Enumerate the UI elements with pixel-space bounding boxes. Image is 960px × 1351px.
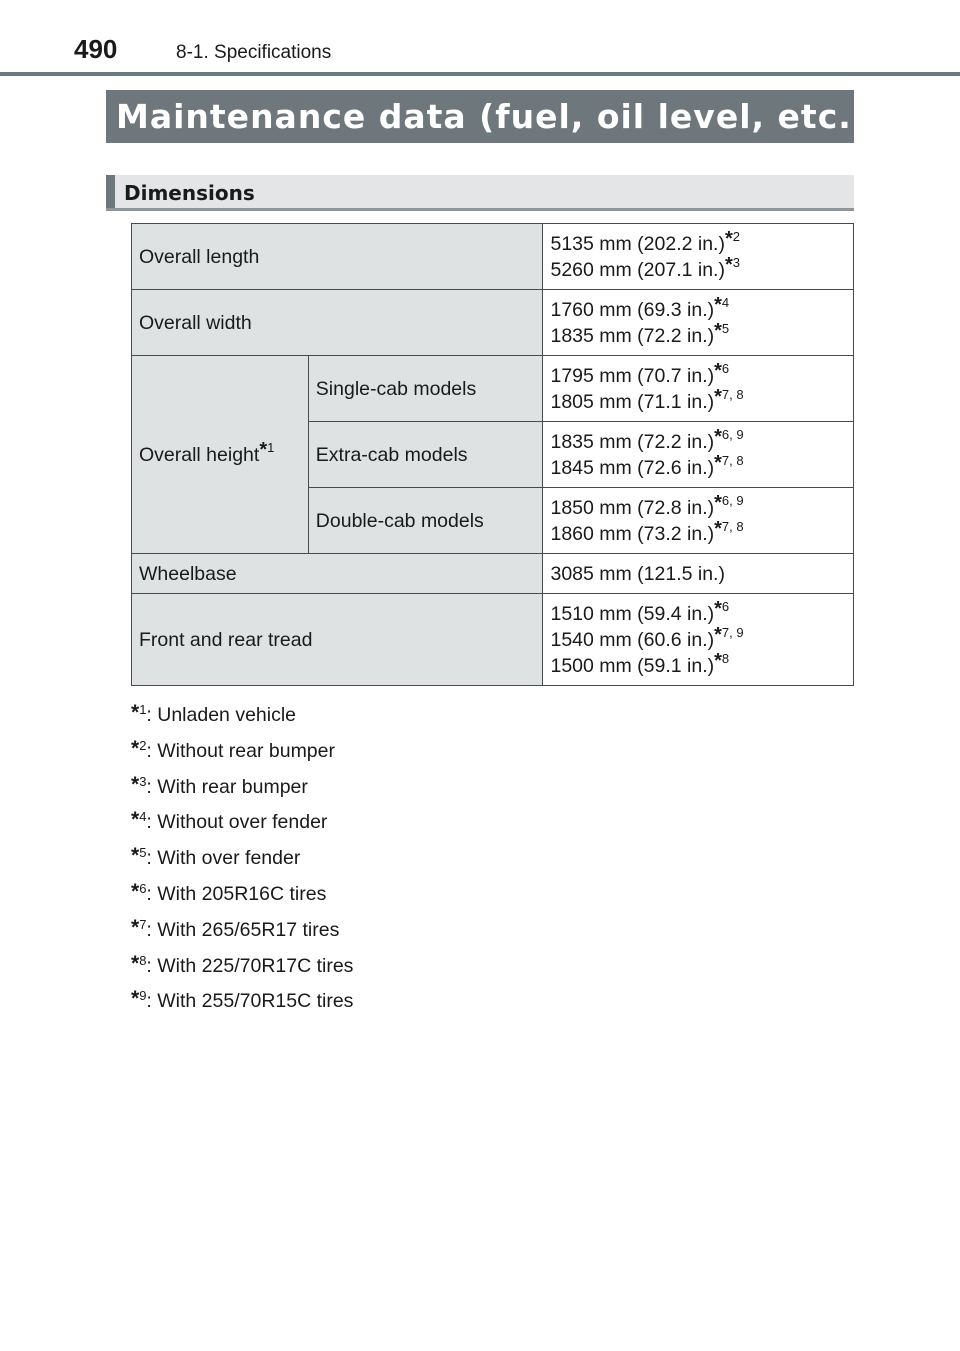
row-value bbox=[543, 422, 854, 488]
row-sublabel: Extra-cab models bbox=[308, 422, 543, 488]
footnote-ref: *2 bbox=[724, 227, 741, 250]
value-text: 1845 mm (72.6 in.) bbox=[550, 456, 715, 479]
footnote-marker: *1 bbox=[131, 701, 147, 724]
subheading-accent bbox=[106, 175, 115, 208]
row-label: Wheelbase bbox=[132, 554, 543, 594]
page-number: 490 bbox=[74, 34, 118, 64]
row-value bbox=[543, 594, 854, 686]
footnote bbox=[131, 943, 353, 979]
value-text: 1500 mm (59.1 in.) bbox=[550, 654, 715, 677]
value-text: 1835 mm (72.2 in.) bbox=[550, 430, 715, 453]
row-sublabel: Single-cab models bbox=[308, 356, 543, 422]
footnote-ref: *6 bbox=[714, 359, 730, 382]
footnote-ref: *3 bbox=[724, 253, 741, 276]
row-sublabel: Double-cab models bbox=[308, 488, 543, 554]
footnote-text: : With over fender bbox=[146, 847, 301, 870]
footnote bbox=[131, 692, 353, 728]
footnote bbox=[131, 835, 353, 871]
row-value bbox=[543, 290, 854, 356]
footnote bbox=[131, 728, 353, 764]
footnote bbox=[131, 871, 353, 907]
footnote-marker: *9 bbox=[131, 987, 147, 1011]
footnote-text: : With 225/70R17C tires bbox=[146, 954, 354, 977]
value-text: 1540 mm (60.6 in.) bbox=[550, 628, 715, 651]
footnote-text: : Unladen vehicle bbox=[146, 704, 297, 726]
footnote-ref: *5 bbox=[714, 319, 730, 342]
footnote-ref: *6 bbox=[714, 597, 730, 620]
table-row bbox=[132, 356, 854, 422]
footnote-text: : With 205R16C tires bbox=[146, 882, 327, 905]
table-row bbox=[132, 290, 854, 356]
value-text: 5135 mm (202.2 in.) bbox=[550, 232, 725, 255]
footnote bbox=[131, 907, 353, 943]
footnote-marker: *5 bbox=[131, 844, 147, 868]
footnote-ref: *1 bbox=[259, 438, 275, 461]
dimensions-subheading bbox=[106, 175, 854, 211]
page-header bbox=[0, 0, 960, 76]
footnote-marker: *8 bbox=[131, 951, 147, 975]
value-text: 1860 mm (73.2 in.) bbox=[550, 522, 715, 545]
footnote-text: : With rear bumper bbox=[146, 775, 308, 798]
footnote-marker: *3 bbox=[131, 772, 147, 796]
value-text: 3085 mm (121.5 in.) bbox=[550, 562, 725, 585]
dimensions-table bbox=[131, 223, 854, 686]
page-title: Maintenance data (fuel, oil level, etc.) bbox=[106, 90, 854, 143]
row-label: Overall width bbox=[132, 290, 543, 356]
value-text: 1850 mm (72.8 in.) bbox=[550, 496, 715, 519]
footnote-ref: *6, 9 bbox=[714, 425, 744, 448]
footnote bbox=[131, 978, 353, 1014]
footnote-text: : Without rear bumper bbox=[146, 739, 335, 762]
subheading-label: Dimensions bbox=[124, 181, 255, 205]
footnote-ref: *7, 8 bbox=[714, 451, 744, 474]
value-text: 1805 mm (71.1 in.) bbox=[550, 390, 715, 413]
overall-height-label: Overall height$^{*1}$ bbox=[132, 356, 309, 554]
row-label: Overall length bbox=[132, 224, 543, 290]
section-label: 8-1. Specifications bbox=[176, 42, 332, 63]
footnote-marker: *6 bbox=[131, 879, 147, 903]
value-text: 1835 mm (72.2 in.) bbox=[550, 324, 715, 347]
header-rule bbox=[0, 72, 960, 76]
table-row bbox=[132, 594, 854, 686]
row-value bbox=[543, 224, 854, 290]
footnote-ref: *6, 9 bbox=[714, 491, 744, 514]
footnote-ref: *4 bbox=[714, 293, 730, 316]
value-text: 1795 mm (70.7 in.) bbox=[550, 364, 715, 387]
footnote-marker: *7 bbox=[131, 915, 147, 939]
footnote-ref: *7, 9 bbox=[714, 623, 744, 646]
table-row bbox=[132, 224, 854, 290]
table-row bbox=[132, 554, 854, 594]
footnote bbox=[131, 764, 353, 800]
footnote-marker: *2 bbox=[131, 736, 147, 760]
value-text: 1760 mm (69.3 in.) bbox=[550, 298, 715, 321]
footnote-marker: *4 bbox=[131, 808, 147, 832]
row-label: Front and rear tread bbox=[132, 594, 543, 686]
footnote bbox=[131, 799, 353, 835]
row-value bbox=[543, 356, 854, 422]
row-value bbox=[543, 488, 854, 554]
footnote-text: : With 255/70R15C tires bbox=[146, 990, 354, 1013]
footnote-text: : Without over fender bbox=[146, 811, 328, 834]
footnote-text: : With 265/65R17 tires bbox=[146, 918, 340, 941]
value-text: 5260 mm (207.1 in.) bbox=[550, 258, 725, 281]
footnote-ref: *7, 8 bbox=[714, 517, 744, 540]
row-value bbox=[543, 554, 854, 594]
footnote-ref: *7, 8 bbox=[714, 385, 744, 408]
value-text: 1510 mm (59.4 in.) bbox=[550, 602, 715, 625]
footnotes bbox=[131, 692, 353, 1014]
footnote-ref: *8 bbox=[714, 649, 730, 672]
